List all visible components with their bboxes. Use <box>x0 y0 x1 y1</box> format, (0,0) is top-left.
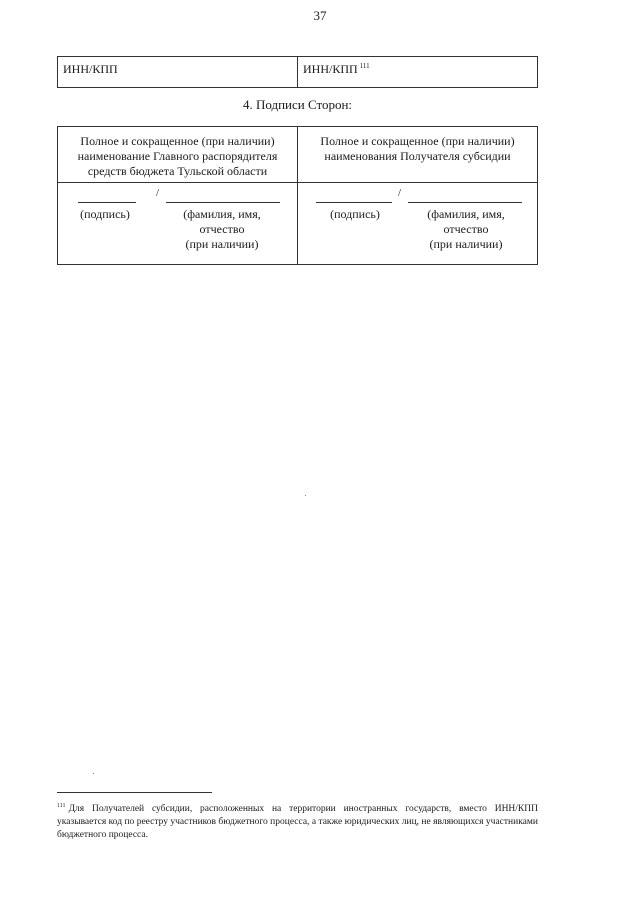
right-signature-slash: / <box>398 187 402 199</box>
left-signature-label: (подпись) <box>80 207 130 221</box>
footnote-ref-marker[interactable]: 111 <box>359 62 370 70</box>
footnote <box>57 800 538 842</box>
inn-kpp-left-cell <box>58 57 298 88</box>
left-name-label <box>172 207 272 252</box>
inn-kpp-table <box>57 56 538 88</box>
footnote-number: 111 <box>57 803 66 809</box>
right-name-label <box>416 207 516 252</box>
right-signature-line <box>316 202 392 203</box>
left-party-header: Полное и сокращенное (при наличии) наименование Главного распорядителя средств бюджета Тульской области <box>58 127 298 183</box>
right-name-label-line2: отчество <box>443 222 489 236</box>
signatures-sign-row <box>58 183 538 265</box>
left-signature-cell <box>58 183 298 265</box>
right-signature-label: (подпись) <box>330 207 380 221</box>
left-name-label-line3: (при наличии) <box>185 237 259 251</box>
inn-kpp-right-cell <box>298 57 538 88</box>
right-name-label-line3: (при наличии) <box>429 237 503 251</box>
inn-kpp-row <box>58 57 538 88</box>
left-signature-slash: / <box>156 187 160 199</box>
left-name-label-line2: отчество <box>199 222 245 236</box>
signatures-table <box>57 126 538 265</box>
right-signature-cell <box>298 183 538 265</box>
left-name-line <box>166 202 280 203</box>
signatures-header-row <box>58 127 538 183</box>
left-name-label-line1: (фамилия, имя, <box>183 207 261 221</box>
right-party-header: Полное и сокращенное (при наличии) наименования Получателя субсидии <box>298 127 538 183</box>
inn-kpp-left-label: ИНН/КПП <box>63 62 118 76</box>
scan-speck <box>305 495 306 496</box>
scan-speck <box>93 773 94 774</box>
left-signature-line <box>78 202 136 203</box>
footnote-text: Для Получателей субсидии, расположенных на территории иностранных государств, вместо ИНН/КПП указывается код по реестру участников бюджетного процесса, а также юридических лиц, не являющихся участниками бюджетного процесса. <box>57 804 538 841</box>
section-title: 4. Подписи Сторон: <box>242 97 353 112</box>
right-name-label-line1: (фамилия, имя, <box>427 207 505 221</box>
footnote-separator <box>57 792 212 793</box>
inn-kpp-right-label: ИНН/КПП <box>303 62 358 76</box>
right-name-line <box>408 202 522 203</box>
page-number: 37 <box>313 8 327 23</box>
